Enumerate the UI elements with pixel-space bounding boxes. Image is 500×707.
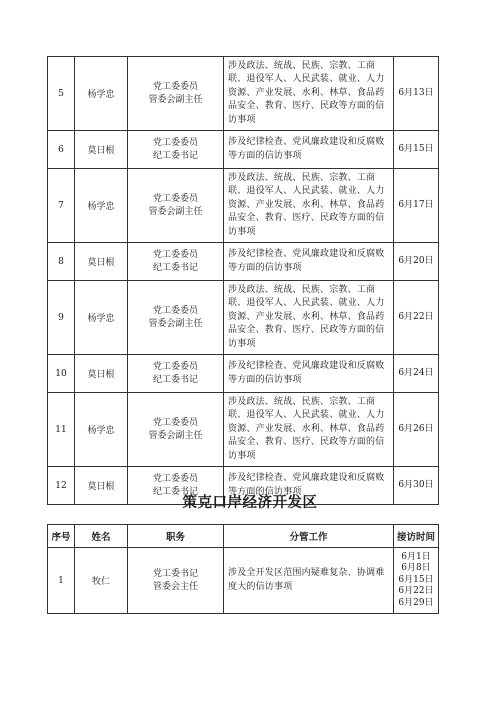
- position-line: 管委会主任: [152, 581, 198, 592]
- position-cell: [128, 57, 224, 131]
- table-row: [48, 243, 439, 281]
- section-title: 策克口岸经济开发区: [182, 494, 318, 511]
- visit-date: 6月22日: [394, 281, 439, 355]
- row-number: 8: [48, 243, 75, 281]
- duty-description: 涉及政法、统战、民族、宗教、工商联、退役军人、人民武装、就业、人力资源、产业发展、水利、林草、食品药品安全、教育、医疗、民政等方面的信访事项: [224, 57, 394, 131]
- schedule-table: [47, 56, 439, 505]
- position-line: 管委会副主任: [148, 318, 203, 329]
- person-name: 莫日根: [75, 355, 128, 393]
- duty-description: 涉及政法、统战、民族、宗教、工商联、退役军人、人民武装、就业、人力资源、产业发展、水利、林草、食品药品安全、教育、医疗、民政等方面的信访事项: [224, 281, 394, 355]
- duty-description: 涉及政法、统战、民族、宗教、工商联、退役军人、人民武装、就业、人力资源、产业发展、水利、林草、食品药品安全、教育、医疗、民政等方面的信访事项: [224, 393, 394, 467]
- table-row: [48, 393, 439, 467]
- position-cell: [128, 281, 224, 355]
- table-row: [48, 548, 439, 614]
- table-header-row: [48, 525, 439, 548]
- date-cell: [394, 548, 439, 614]
- duty-description: 涉及纪律检查、党风廉政建设和反腐败等方面的信访事项: [224, 131, 394, 169]
- position-cell: [128, 169, 224, 243]
- header-date: 接访时间: [394, 525, 439, 548]
- visit-date: 6月29日: [398, 597, 434, 608]
- position-line: 党工委书记: [152, 568, 198, 579]
- position-line: 管委会副主任: [148, 94, 203, 105]
- visit-date: 6月24日: [394, 355, 439, 393]
- person-name: 牧仁: [75, 548, 128, 614]
- position-line: 党工委委员: [152, 417, 198, 428]
- position-line: 纪工委书记: [152, 150, 198, 161]
- position-line: 管委会副主任: [148, 206, 203, 217]
- position-line: 党工委委员: [152, 193, 198, 204]
- visit-date: 6月26日: [394, 393, 439, 467]
- row-number: 9: [48, 281, 75, 355]
- position-line: 党工委委员: [152, 305, 198, 316]
- visit-date: 6月30日: [394, 467, 439, 505]
- person-name: 杨学忠: [75, 57, 128, 131]
- header-no: 序号: [48, 525, 75, 548]
- position-line: 管委会副主任: [148, 430, 203, 441]
- visit-date: 6月17日: [394, 169, 439, 243]
- header-position: 职务: [128, 525, 224, 548]
- visit-date: 6月15日: [398, 574, 434, 585]
- row-number: 10: [48, 355, 75, 393]
- person-name: 莫日根: [75, 467, 128, 505]
- visit-date: 6月13日: [394, 57, 439, 131]
- row-number: 7: [48, 169, 75, 243]
- duty-description: 涉及政法、统战、民族、宗教、工商联、退役军人、人民武装、就业、人力资源、产业发展、水利、林草、食品药品安全、教育、医疗、民政等方面的信访事项: [224, 169, 394, 243]
- position-line: 党工委委员: [152, 361, 198, 372]
- position-line: 党工委委员: [152, 137, 198, 148]
- person-name: 杨学忠: [75, 281, 128, 355]
- row-number: 1: [48, 548, 75, 614]
- table-row: [48, 355, 439, 393]
- duty-description: 涉及纪律检查、党风廉政建设和反腐败等方面的信访事项: [224, 243, 394, 281]
- visit-date: 6月1日: [401, 551, 431, 562]
- cekou-schedule-table: [47, 524, 439, 614]
- header-name: 姓名: [75, 525, 128, 548]
- position-cell: [128, 548, 224, 614]
- row-number: 5: [48, 57, 75, 131]
- position-line: 纪工委书记: [152, 486, 198, 497]
- position-cell: [128, 243, 224, 281]
- person-name: 莫日根: [75, 243, 128, 281]
- position-line: 纪工委书记: [152, 374, 198, 385]
- row-number: 11: [48, 393, 75, 467]
- position-cell: [128, 355, 224, 393]
- person-name: 杨学忠: [75, 393, 128, 467]
- position-cell: [128, 131, 224, 169]
- row-number: 12: [48, 467, 75, 505]
- table-row: [48, 57, 439, 131]
- position-line: 党工委委员: [152, 249, 198, 260]
- table-row: [48, 281, 439, 355]
- visit-date: 6月8日: [401, 563, 431, 574]
- visit-date: 6月22日: [398, 586, 434, 597]
- position-line: 党工委委员: [152, 81, 198, 92]
- visit-date: 6月15日: [394, 131, 439, 169]
- visit-date: 6月20日: [394, 243, 439, 281]
- person-name: 杨学忠: [75, 169, 128, 243]
- person-name: 莫日根: [75, 131, 128, 169]
- duty-description: 涉及全开发区范围内疑难复杂、协调难度大的信访事项: [224, 548, 394, 614]
- table-row: [48, 169, 439, 243]
- position-cell: [128, 393, 224, 467]
- position-line: 党工委委员: [152, 473, 198, 484]
- position-line: 纪工委书记: [152, 262, 198, 273]
- table-row: [48, 131, 439, 169]
- duty-description: 涉及纪律检查、党风廉政建设和反腐败等方面的信访事项: [224, 467, 394, 505]
- duty-description: 涉及纪律检查、党风廉政建设和反腐败等方面的信访事项: [224, 355, 394, 393]
- row-number: 6: [48, 131, 75, 169]
- header-duty: 分管工作: [224, 525, 394, 548]
